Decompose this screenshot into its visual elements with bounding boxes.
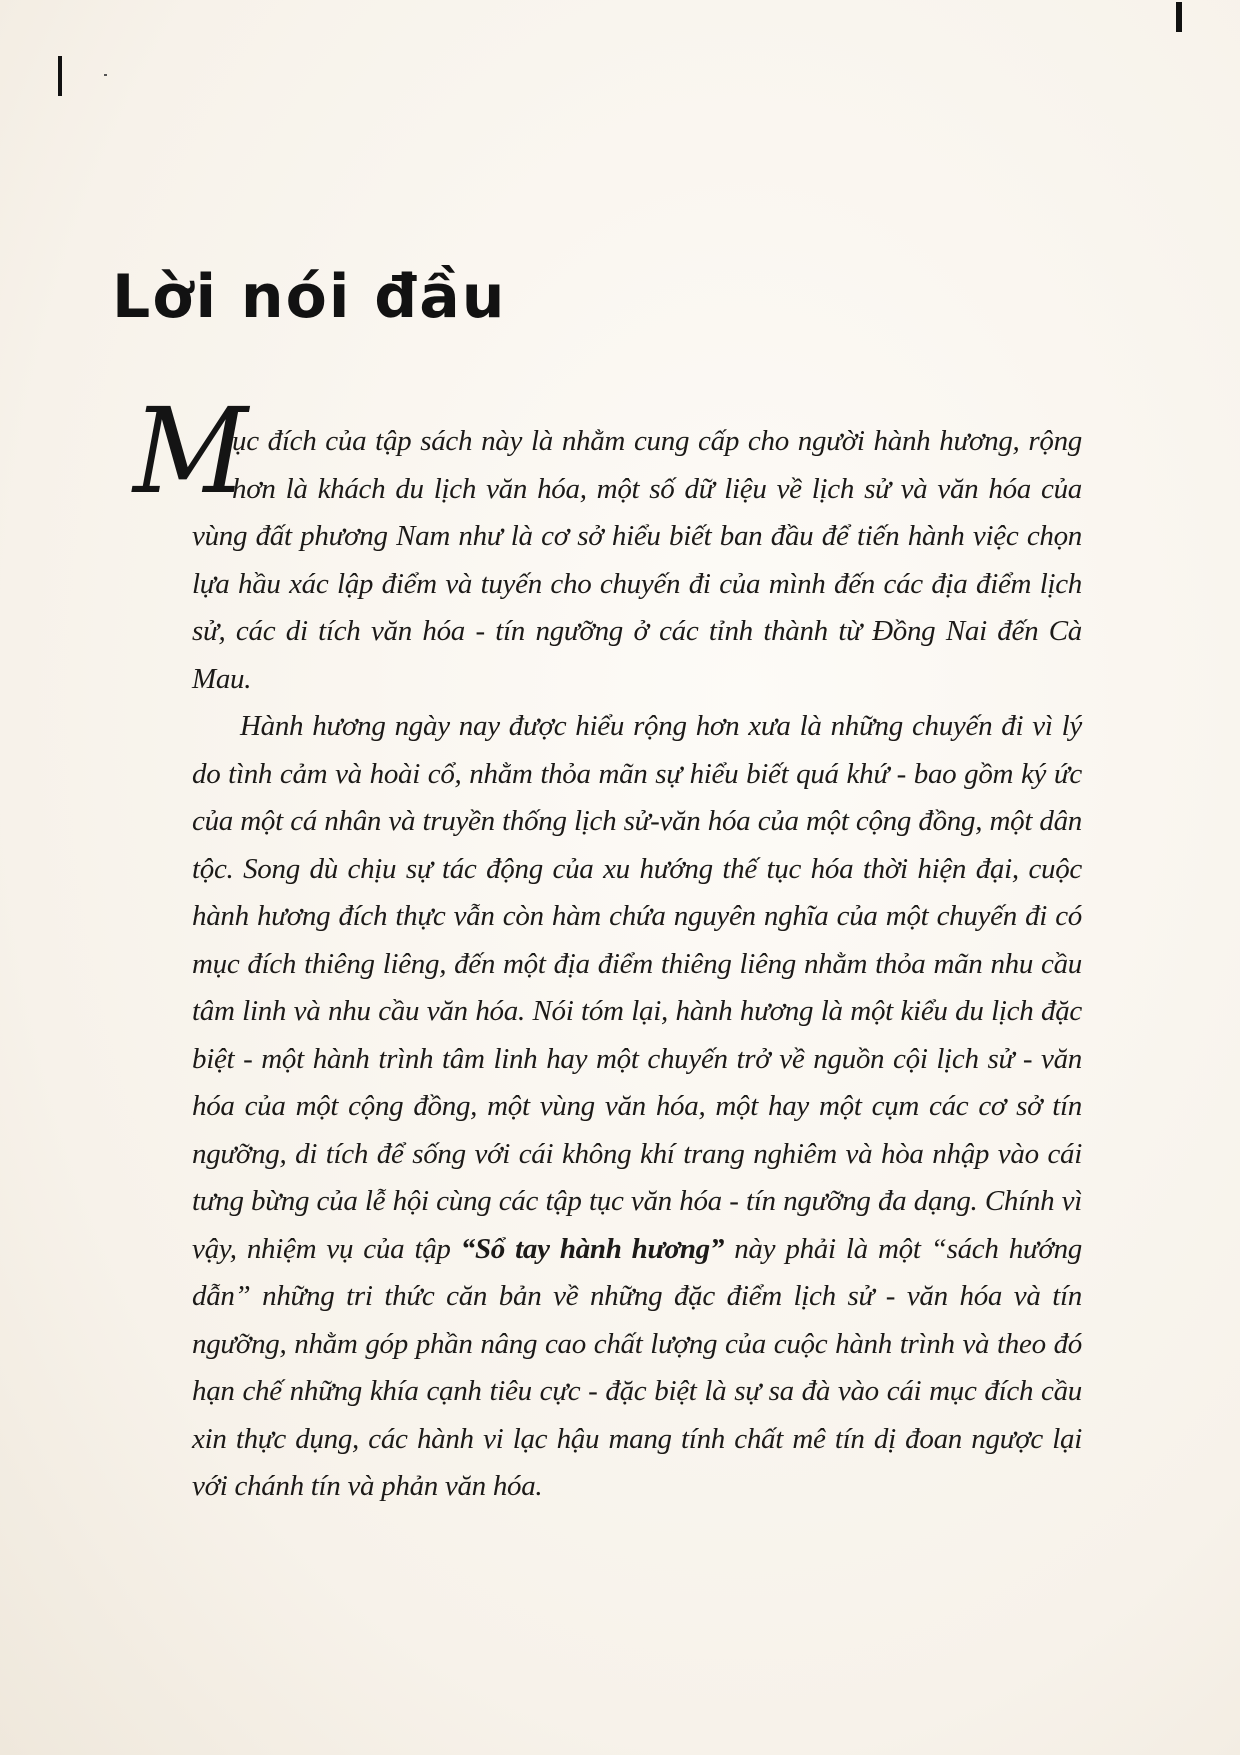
paragraph-1: ục đích của tập sách này là nhằm cung cấp cho người hành hương, rộng hơn là khách du lịch văn hóa, một số dữ liệu về lịch sử và văn hóa của vùng đất phương Nam như là cơ sở hiểu biết ban đầu để tiến hành việc chọn lựa hầu xác lập điểm và tuyến cho chuyến đi của mình đến các địa điểm lịch sử, các di tích văn hóa - tín ngưỡng ở các tỉnh thành từ Đồng Nai đến Cà Mau. — [192, 418, 1082, 703]
page-title: Lời nói đầu — [112, 262, 507, 332]
scan-edge-mark — [1176, 2, 1182, 32]
drop-cap-spacer — [192, 418, 232, 510]
paragraph-2 — [192, 703, 1082, 1511]
paragraph-2-text-before: Hành hương ngày nay được hiểu rộng hơn xưa là những chuyến đi vì lý do tình cảm và hoài cổ, nhằm thỏa mãn sự hiểu biết quá khứ - bao gồm ký ức của một cá nhân và truyền thống lịch sử-văn hóa của một cộng đồng, một dân tộc. Song dù chịu sự tác động của xu hướng thế tục hóa thời hiện đại, cuộc hành hương đích thực vẫn còn hàm chứa nguyên nghĩa của một chuyến đi có mục đích thiêng liêng, đến một địa điểm thiêng liêng nhằm thỏa mãn nhu cầu tâm linh và nhu cầu văn hóa. Nói tóm lại, hành hương là một kiểu du lịch đặc biệt - một hành trình tâm linh hay một chuyến trở về nguồn cội lịch sử - văn hóa của một cộng đồng, một vùng văn hóa, một hay một cụm các cơ sở tín ngưỡng, di tích để sống với cái không khí trang nghiêm và hòa nhập vào cái tưng bừng của lễ hội cùng các tập tục văn hóa - tín ngưỡng đa dạng. Chính vì vậy, nhiệm vụ của tập — [192, 710, 1082, 1265]
drop-cap-letter: M — [133, 382, 248, 520]
paragraph-2-text-after: này phải là một “sách hướng dẫn” những tri thức căn bản về những đặc điểm lịch sử - văn hóa và tín ngưỡng, nhằm góp phần nâng cao chất lượng của cuộc hành trình và theo đó hạn chế những khía cạnh tiêu cực - đặc biệt là sự sa đà vào cái mục đích cầu xin thực dụng, các hành vi lạc hậu mang tính chất mê tín dị đoan ngược lại với chánh tín và phản văn hóa. — [192, 1232, 1082, 1502]
scan-speck — [104, 74, 107, 76]
book-title-emphasis: “Sổ tay hành hương” — [460, 1232, 725, 1265]
body-text — [192, 418, 1082, 1511]
scan-margin-mark — [58, 56, 62, 96]
